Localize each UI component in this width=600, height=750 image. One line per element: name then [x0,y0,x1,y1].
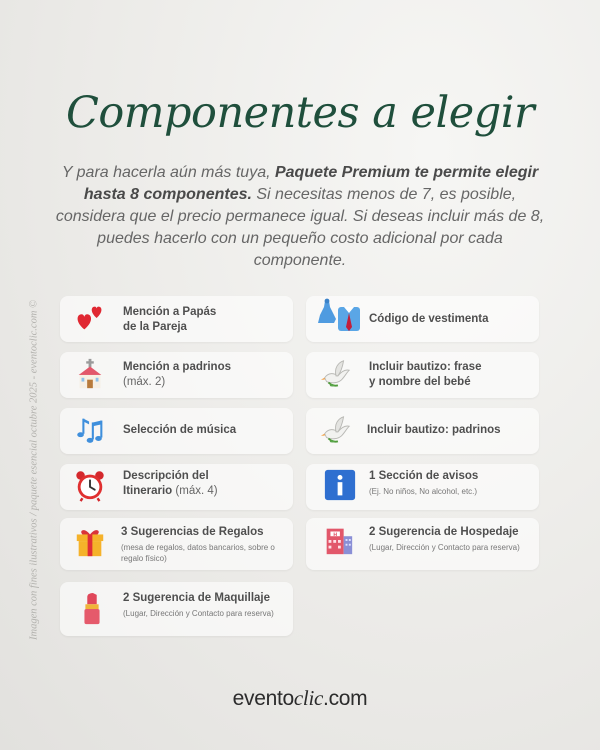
intro-paragraph: Y para hacerla aún más tuya, Paquete Premium te permite elegir hasta 8 componentes. Si necesitas menos de 7, es posible, considera que el precio permanece igual. Si deseas incluir más de 8, puedes hacerlo con un pequeño costo adicional por cada componente. [55,164,545,269]
alarm-clock-icon [72,467,108,503]
item-sugerencias-regalos: 3 Sugerencias de Regalos (mesa de regalos, datos bancarios, sobre o regalo físico) [121,526,275,563]
music-notes-icon [72,412,108,448]
item-sugerencia-maquillaje: 2 Sugerencia de Maquillaje (Lugar, Dirección y Contacto para reserva) [123,592,274,618]
gift-icon [72,524,108,560]
item-descripcion-itinerario: Descripción del Itinerario (máx. 4) [123,470,218,497]
item-mencion-papas: Mención a Papás de la Pareja [123,306,217,333]
dove-icon [318,412,354,448]
hearts-icon [72,300,108,336]
item-bautizo-padrinos: Incluir bautizo: padrinos [367,424,501,436]
svg-text:H: H [333,532,338,538]
page-title: Componentes a elegir [65,88,535,138]
brand-logo: eventoclic.com [232,686,368,710]
item-mencion-padrinos: Mención a padrinos (máx. 2) [123,361,231,388]
item-codigo-vestimenta: Código de vestimenta [369,313,489,325]
dress-code-icon [316,297,362,337]
item-seleccion-musica: Selección de música [123,424,237,436]
church-icon [72,356,108,392]
item-bautizo-frase: Incluir bautizo: frase y nombre del bebé [369,361,482,388]
lipstick-icon [74,591,110,627]
info-icon [322,467,358,503]
item-sugerencia-hospedaje: 2 Sugerencia de Hospedaje (Lugar, Dirección y Contacto para reserva) [369,526,520,552]
hotel-icon [320,522,356,558]
dove-icon [318,356,354,392]
side-disclaimer: Imagen con fines ilustrativos / paquete esencial octubre 2025 - eventoclic.com © [28,300,40,640]
item-seccion-avisos: 1 Sección de avisos (Ej. No niños, No alcohol, etc.) [369,470,479,496]
